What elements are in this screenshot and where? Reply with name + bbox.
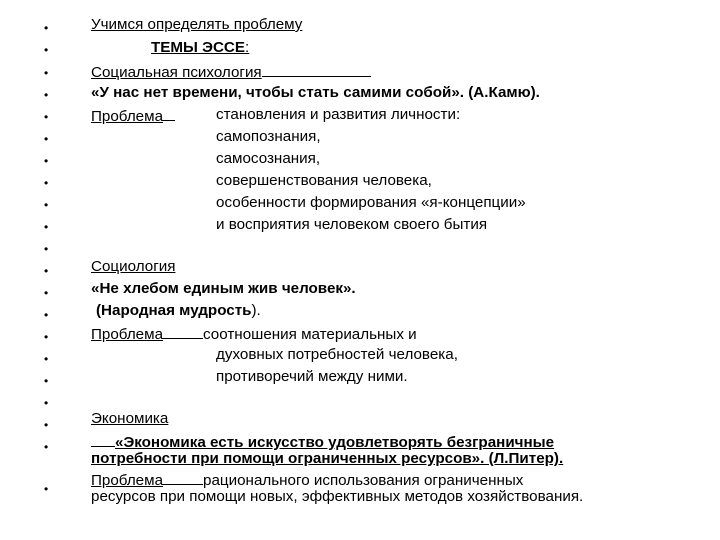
problem-continuation: ресурсов при помощи новых, эффективных методов хозяйствования. <box>91 488 584 505</box>
bullet-mark: • <box>44 21 49 35</box>
bullet-mark: • <box>44 330 49 344</box>
bullet-mark: • <box>44 286 49 300</box>
problem-item: духовных потребностей человека, <box>216 346 458 363</box>
problem-item: самопознания, <box>216 128 321 145</box>
bullet-mark: • <box>44 110 49 124</box>
problem-line-2 <box>91 324 417 344</box>
quote-source-text: (Народная мудрость <box>96 302 252 319</box>
quote-camus: «У нас нет времени, чтобы стать самими собой». (А.Камю). <box>91 84 540 101</box>
problem-text: становления и развития личности: <box>216 106 461 123</box>
blank-underline <box>163 470 203 485</box>
bullet-mark: • <box>44 264 49 278</box>
problem-item: и восприятия человеком своего бытия <box>216 216 488 233</box>
bullet-mark: • <box>44 352 49 366</box>
bullet-mark: • <box>44 154 49 168</box>
problem-label: Проблема <box>91 108 164 125</box>
problem-item: особенности формирования «я-концепции» <box>216 194 526 211</box>
essay-topics-heading <box>91 39 249 57</box>
bullet-mark: • <box>44 132 49 146</box>
section-sociology: Социология <box>91 258 176 275</box>
section-title: Социальная психология <box>91 64 262 81</box>
problem-item: совершенствования человека, <box>216 172 432 189</box>
quote-source-end: ). <box>251 302 261 319</box>
quote-economics-1 <box>91 432 554 452</box>
problem-line-1 <box>91 106 461 126</box>
bullet-mark: • <box>44 418 49 432</box>
problem-label: Проблема <box>91 326 164 343</box>
quote-source <box>96 302 261 320</box>
bullet-mark: • <box>44 88 49 102</box>
bullet-mark: • <box>44 43 49 57</box>
bullet-mark: • <box>44 374 49 388</box>
essay-topics-label: ТЕМЫ ЭССЕ <box>151 39 246 56</box>
bullet-mark: • <box>44 242 49 256</box>
bullet-mark: • <box>44 176 49 190</box>
problem-item: противоречий между ними. <box>216 368 408 385</box>
blank-underline <box>163 324 203 339</box>
bullet-mark: • <box>44 198 49 212</box>
blank-underline <box>163 106 175 121</box>
bullet-mark: • <box>44 396 49 410</box>
problem-item: самосознания, <box>216 150 321 167</box>
blank-underline <box>91 432 115 447</box>
bullet-mark: • <box>44 66 49 80</box>
bullet-mark: • <box>44 220 49 234</box>
problem-text: соотношения материальных и <box>203 326 417 343</box>
problem-line-3 <box>91 470 523 490</box>
bullet-mark: • <box>44 482 49 496</box>
heading-learning: Учимся определять проблему <box>91 16 303 33</box>
section-social-psychology <box>91 62 371 82</box>
bullet-mark: • <box>44 308 49 322</box>
problem-text: рационального использования ограниченных <box>203 472 524 489</box>
essay-topics-colon: : <box>245 39 250 56</box>
section-economics: Экономика <box>91 410 169 427</box>
quote-economics-2: потребности при помощи ограниченных ресурсов». (Л.Питер). <box>91 450 564 467</box>
quote-text: «Экономика есть искусство удовлетворять безграничные <box>115 434 555 451</box>
blank-underline <box>262 62 371 77</box>
bullet-mark: • <box>44 440 49 454</box>
quote-bread: «Не хлебом единым жив человек». <box>91 280 356 297</box>
problem-label: Проблема <box>91 472 164 489</box>
